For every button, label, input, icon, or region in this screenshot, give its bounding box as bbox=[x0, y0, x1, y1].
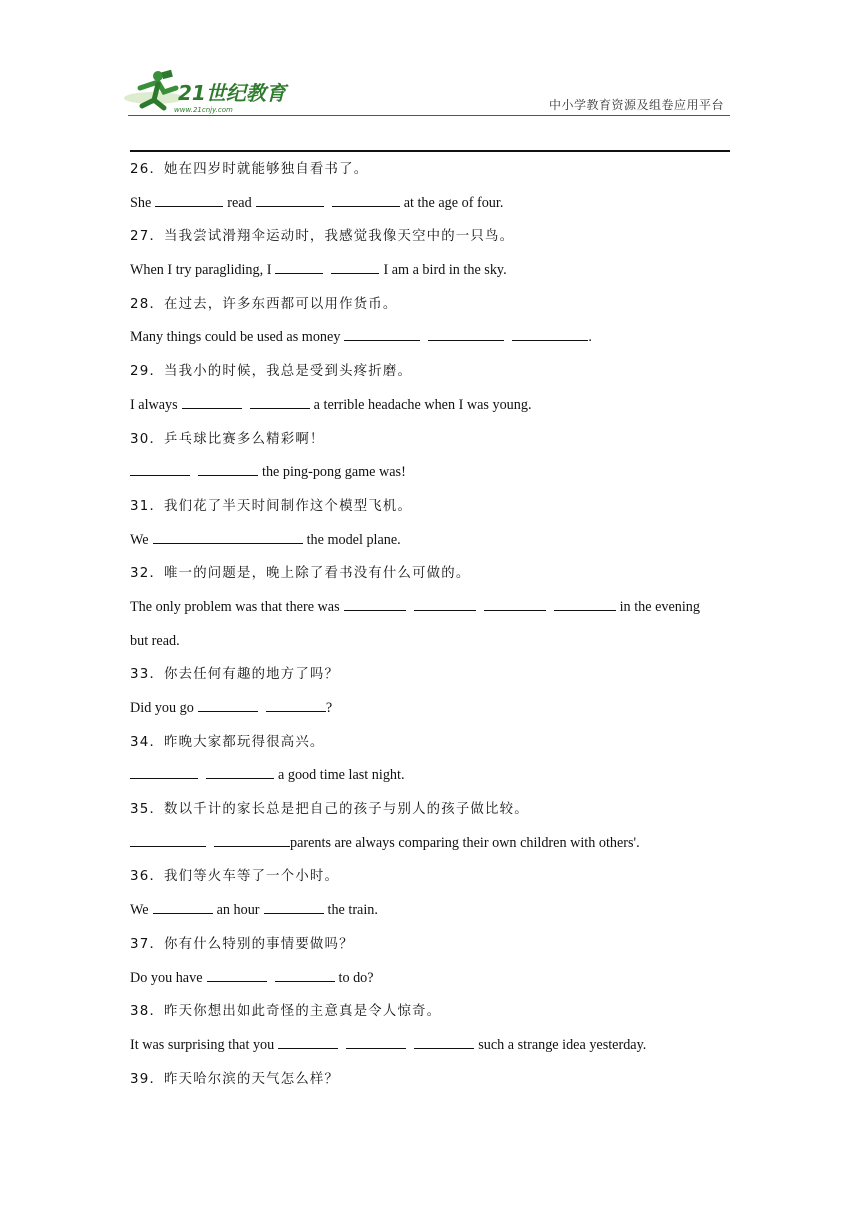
blank[interactable] bbox=[153, 529, 303, 544]
blank[interactable] bbox=[414, 1034, 474, 1049]
question-27: 27．当我尝试滑翔伞运动时，我感觉我像天空中的一只鸟。 bbox=[130, 229, 515, 245]
blank[interactable] bbox=[207, 967, 267, 982]
question-34: 34．昨晚大家都玩得很高兴。 bbox=[130, 734, 325, 750]
question-35: 35．数以千计的家长总是把自己的孩子与别人的孩子做比较。 bbox=[130, 802, 529, 818]
question-31: 31．我们花了半天时间制作这个模型飞机。 bbox=[130, 498, 413, 514]
answer-31: We the model plane. bbox=[130, 524, 730, 558]
blank[interactable] bbox=[275, 967, 335, 982]
answer-27: When I try paragliding, I I am a bird in the sky. bbox=[130, 254, 730, 288]
answer-32: The only problem was that there was in the evening bbox=[130, 591, 730, 625]
question-38: 38．昨天你想出如此奇怪的主意真是令人惊奇。 bbox=[130, 1004, 442, 1020]
blank[interactable] bbox=[512, 326, 588, 341]
blank[interactable] bbox=[214, 832, 290, 847]
answer-35: parents are always comparing their own children with others'. bbox=[130, 827, 730, 861]
blank[interactable] bbox=[155, 192, 223, 207]
platform-title: 中小学教育资源及组卷应用平台 bbox=[548, 98, 724, 112]
content-divider bbox=[130, 150, 730, 152]
blank[interactable] bbox=[206, 764, 274, 779]
blank[interactable] bbox=[130, 764, 198, 779]
blank[interactable] bbox=[554, 596, 616, 611]
header-divider bbox=[128, 115, 730, 116]
answer-30: the ping-pong game was! bbox=[130, 456, 730, 490]
svg-text:www.21cnjy.com: www.21cnjy.com bbox=[174, 106, 233, 114]
answer-38: It was surprising that you such a strange idea yesterday. bbox=[130, 1029, 730, 1063]
blank[interactable] bbox=[344, 596, 406, 611]
answer-29: I always a terrible headache when I was young. bbox=[130, 389, 730, 423]
blank[interactable] bbox=[153, 899, 213, 914]
blank[interactable] bbox=[484, 596, 546, 611]
blank[interactable] bbox=[414, 596, 476, 611]
answer-34: a good time last night. bbox=[130, 759, 730, 793]
blank[interactable] bbox=[264, 899, 324, 914]
blank[interactable] bbox=[130, 461, 190, 476]
blank[interactable] bbox=[346, 1034, 406, 1049]
blank[interactable] bbox=[332, 192, 400, 207]
answer-28: Many things could be used as money . bbox=[130, 321, 730, 355]
blank[interactable] bbox=[250, 394, 310, 409]
question-29: 29．当我小的时候，我总是受到头疼折磨。 bbox=[130, 364, 413, 380]
blank[interactable] bbox=[344, 326, 420, 341]
blank[interactable] bbox=[198, 461, 258, 476]
blank[interactable] bbox=[428, 326, 504, 341]
answer-32-cont: but read. bbox=[130, 632, 180, 649]
question-list bbox=[130, 153, 730, 1096]
question-39: 39．昨天哈尔滨的天气怎么样？ bbox=[130, 1071, 340, 1087]
21cnjy-logo bbox=[118, 66, 318, 118]
blank[interactable] bbox=[198, 697, 258, 712]
answer-33: Did you go ? bbox=[130, 692, 730, 726]
answer-26: She read at the age of four. bbox=[130, 187, 730, 221]
question-37: 37．你有什么特别的事情要做吗？ bbox=[130, 936, 354, 952]
blank[interactable] bbox=[182, 394, 242, 409]
question-32: 32．唯一的问题是，晚上除了看书没有什么可做的。 bbox=[130, 566, 471, 582]
blank[interactable] bbox=[130, 832, 206, 847]
blank[interactable] bbox=[331, 259, 379, 274]
question-26: 26．她在四岁时就能够独自看书了。 bbox=[130, 162, 369, 177]
question-30: 30．乒乓球比赛多么精彩啊！ bbox=[130, 431, 325, 447]
answer-36: We an hour the train. bbox=[130, 894, 730, 928]
question-33: 33．你去任何有趣的地方了吗？ bbox=[130, 667, 340, 683]
blank[interactable] bbox=[278, 1034, 338, 1049]
question-36: 36．我们等火车等了一个小时。 bbox=[130, 869, 340, 885]
svg-text:21世纪教育: 21世纪教育 bbox=[178, 81, 286, 105]
answer-37: Do you have to do? bbox=[130, 962, 730, 996]
blank[interactable] bbox=[275, 259, 323, 274]
page-header bbox=[118, 66, 730, 118]
blank[interactable] bbox=[256, 192, 324, 207]
blank[interactable] bbox=[266, 697, 326, 712]
question-28: 28．在过去，许多东西都可以用作货币。 bbox=[130, 296, 398, 312]
